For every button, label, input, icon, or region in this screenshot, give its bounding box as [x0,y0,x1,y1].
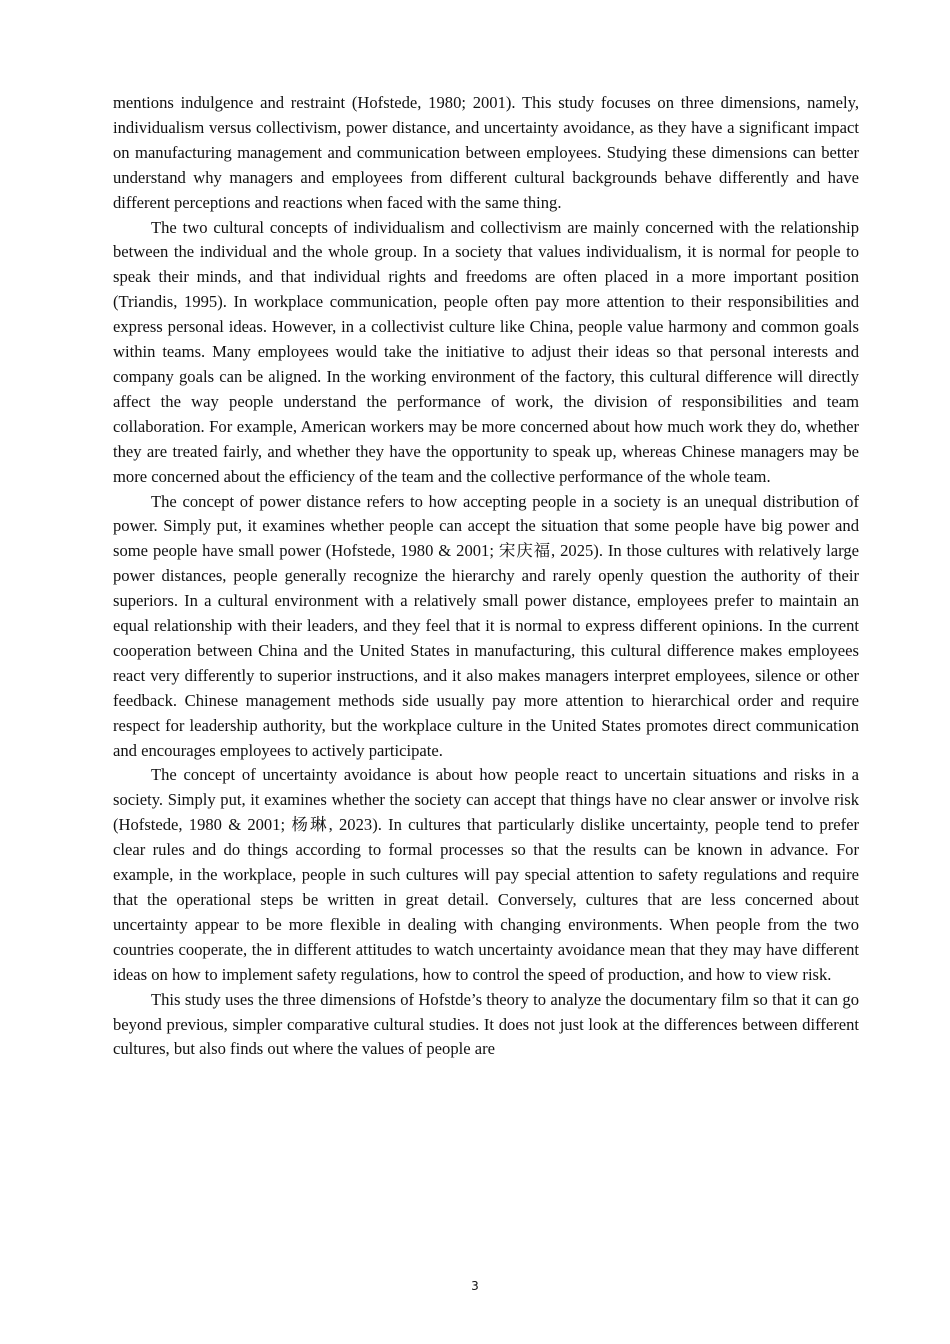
paragraph-individualism-collectivism: The two cultural concepts of individualism and collectivism are mainly concerned with the relationship between the individual and the whole group. In a society that values individualism, it is normal for people to speak their minds, and that individual rights and freedoms are often placed in a more important position (Triandis, 1995). In workplace communication, people often pay more attention to their responsibilities and express personal ideas. However, in a collectivist culture like China, people value harmony and common goals within teams. Many employees would take the initiative to adjust their ideas so that personal interests and company goals can be aligned. In the working environment of the factory, this cultural difference will directly affect the way people understand the performance of work, the division of responsibilities and team collaboration. For example, American workers may be more concerned about how much work they do, whether they are treated fairly, and whether they have the opportunity to speak up, whereas Chinese managers may be more concerned about the efficiency of the team and the collective performance of the whole team. [113,217,859,486]
paragraph-study-approach: This study uses the three dimensions of Hofstde’s theory to analyze the documentary film so that it can go beyond previous, simpler comparative cultural studies. It does not just look at the differences between different cultures, but also finds out where the values of people are [113,989,859,1059]
document-body [113,91,859,1062]
paragraph-power-distance: The concept of power distance refers to how accepting people in a society is an unequal distribution of power. Simply put, it examines whether people can accept the situation that some people have big power and some people have small power (Hofstede, 1980 & 2001; 宋庆福, 2025). In those cultures with relatively large power distances, people generally recognize the hierarchy and rarely openly question the authority of their superiors. In a cultural environment with a relatively small power distance, employees prefer to maintain an equal relationship with their leaders, and they feel that it is normal to express different opinions. In the current cooperation between China and the United States in manufacturing, this cultural difference makes employees react very differently to superior instructions, and it also makes managers interpret employees, silence or other feedback. Chinese management methods side usually pay more attention to hierarchical order and require respect for leadership authority, but the workplace culture in the United States promotes direct communication and encourages employees to actively participate. [113,491,859,760]
page-number: 3 [471,1279,479,1293]
paragraph-uncertainty-avoidance: The concept of uncertainty avoidance is about how people react to uncertain situations and risks in a society. Simply put, it examines whether the society can accept that things have no clear answer or involve risk (Hofstede, 1980 & 2001; 杨琳, 2023). In cultures that particularly dislike uncertainty, people tend to prefer clear rules and do things according to formal processes so that the results can be known in advance. For example, in the workplace, people in such cultures will pay special attention to safety regulations and require that the operational steps be written in great detail. Conversely, cultures that are less concerned about uncertainty appear to be more flexible in dealing with changing environments. When people from the two countries cooperate, the in different attitudes to watch uncertainty avoidance mean that they may have different ideas on how to implement safety regulations, how to control the speed of production, and how to view risk. [113,765,859,984]
paragraph-continued: mentions indulgence and restraint (Hofstede, 1980; 2001). This study focuses on three dimensions, namely, individualism versus collectivism, power distance, and uncertainty avoidance, as they have a significant impact on manufacturing management and communication between employees. Studying these dimensions can better understand why managers and employees from different cultural backgrounds behave differently and have different perceptions and reactions when faced with the same thing. [113,93,859,212]
